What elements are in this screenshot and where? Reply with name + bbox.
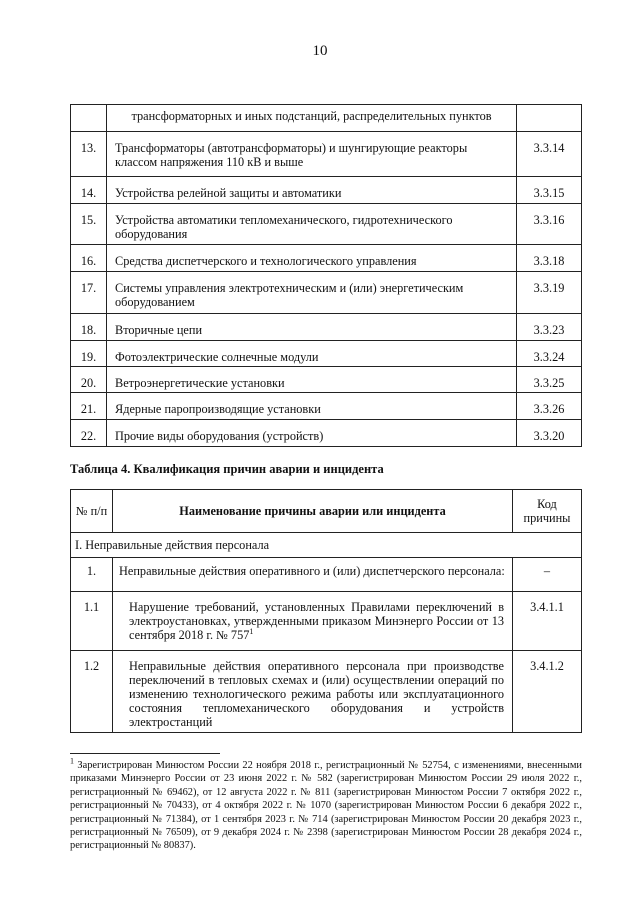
table-row: [71, 341, 582, 367]
page-number: 10: [312, 43, 328, 59]
row-name: Устройства автоматики тепломеханического, гидротехнического оборудования: [107, 204, 517, 245]
footnote-text: Зарегистрирован Минюстом России 22 ноября 2018 г., регистрационный № 52754, с изменениями, внесенными приказами Минэнерго России от 23 июня 2022 г. № 582 (зарегистрирован Минюстом России 29 июля 2022 г., регистрационный № 69462), от 12 августа 2022 г. № 811 (зарегистрирован Минюстом России 7 октября 2022 г., регистрационный № 70433), от 4 октября 2022 г. № 1070 (зарегистрирован Минюстом России 6 декабря 2022 г., регистрационный № 71384), от 1 сентября 2023 г. № 714 (зарегистрирован Минюстом России 20 декабря 2023 г., регистрационный № 76509), от 9 декабря 2024 г. № 2398 (зарегистрирован Минюстом России 28 декабря 2024 г., регистрационный № 80837).: [70, 760, 582, 852]
row-name: трансформаторных и иных подстанций, распределительных пунктов: [107, 105, 517, 132]
row-number: 20.: [71, 367, 107, 393]
row-code: 3.3.19: [517, 272, 582, 314]
row-name: Неправильные действия оперативного персонала при производстве переключений в тепловых схемах и (или) осуществлении операций по изменению технологического режима работы или эксплуатационного состояния тепломеханического оборудования и устройств электростанций: [113, 651, 513, 733]
header-code: Код причины: [513, 490, 582, 533]
row-name: Неправильные действия оперативного и (или) диспетчерского персонала:: [113, 558, 513, 592]
table-row: [71, 177, 582, 204]
row-name: Прочие виды оборудования (устройств): [107, 420, 517, 447]
row-number: [71, 105, 107, 132]
footnote-marker: 1: [70, 756, 74, 766]
row-code: 3.3.14: [517, 132, 582, 177]
row-number: 19.: [71, 341, 107, 367]
footnote: [70, 756, 582, 853]
table-row: [71, 651, 582, 733]
row-code: 3.3.16: [517, 204, 582, 245]
table-row: [71, 420, 582, 447]
table-row: [71, 272, 582, 314]
equipment-table: [70, 104, 582, 447]
row-name: Трансформаторы (автотрансформаторы) и шунгирующие реакторы классом напряжения 110 кВ и выше: [107, 132, 517, 177]
row-code: 3.3.25: [517, 367, 582, 393]
table-row: [71, 245, 582, 272]
header-name: Наименование причины аварии или инцидента: [113, 490, 513, 533]
row-name: Системы управления электротехническим и (или) энергетическим оборудованием: [107, 272, 517, 314]
table-row: [71, 592, 582, 651]
row-name: [113, 592, 513, 651]
footnote-reference[interactable]: 1: [249, 626, 254, 636]
row-number: 14.: [71, 177, 107, 204]
row-code: 3.3.23: [517, 314, 582, 341]
row-number: 1.: [71, 558, 113, 592]
row-number: 21.: [71, 393, 107, 420]
row-code: 3.4.1.2: [513, 651, 582, 733]
row-number: 18.: [71, 314, 107, 341]
row-number: 1.1: [71, 592, 113, 651]
table-header-row: [71, 490, 582, 533]
row-number: 15.: [71, 204, 107, 245]
section-title: I. Неправильные действия персонала: [71, 533, 582, 558]
accident-causes-table: [70, 489, 582, 733]
table-row: [71, 314, 582, 341]
row-name-text: Нарушение требований, установленных Правилами переключений в электроустановках, утвержденными приказом Минэнерго России от 13 сентября 2018 г. № 757: [129, 600, 504, 642]
row-name: Ветроэнергетические установки: [107, 367, 517, 393]
row-code: 3.3.26: [517, 393, 582, 420]
table-row: [71, 367, 582, 393]
table-row: [71, 393, 582, 420]
row-number: 13.: [71, 132, 107, 177]
row-name: Ядерные паропроизводящие установки: [107, 393, 517, 420]
row-number: 16.: [71, 245, 107, 272]
table-4-title: Таблица 4. Квалификация причин аварии и инцидента: [70, 462, 384, 476]
row-code: 3.3.24: [517, 341, 582, 367]
table-row: [71, 105, 582, 132]
row-name: Вторичные цепи: [107, 314, 517, 341]
section-row: [71, 533, 582, 558]
header-number: № п/п: [71, 490, 113, 533]
table-row: [71, 558, 582, 592]
row-code: 3.4.1.1: [513, 592, 582, 651]
row-code: 3.3.20: [517, 420, 582, 447]
row-name: Фотоэлектрические солнечные модули: [107, 341, 517, 367]
row-code: 3.3.18: [517, 245, 582, 272]
row-name: Устройства релейной защиты и автоматики: [107, 177, 517, 204]
row-code: [517, 105, 582, 132]
row-code: –: [513, 558, 582, 592]
row-name: Средства диспетчерского и технологического управления: [107, 245, 517, 272]
row-code: 3.3.15: [517, 177, 582, 204]
footnote-divider: [70, 753, 220, 754]
table-row: [71, 204, 582, 245]
row-number: 17.: [71, 272, 107, 314]
table-row: [71, 132, 582, 177]
row-number: 1.2: [71, 651, 113, 733]
row-number: 22.: [71, 420, 107, 447]
